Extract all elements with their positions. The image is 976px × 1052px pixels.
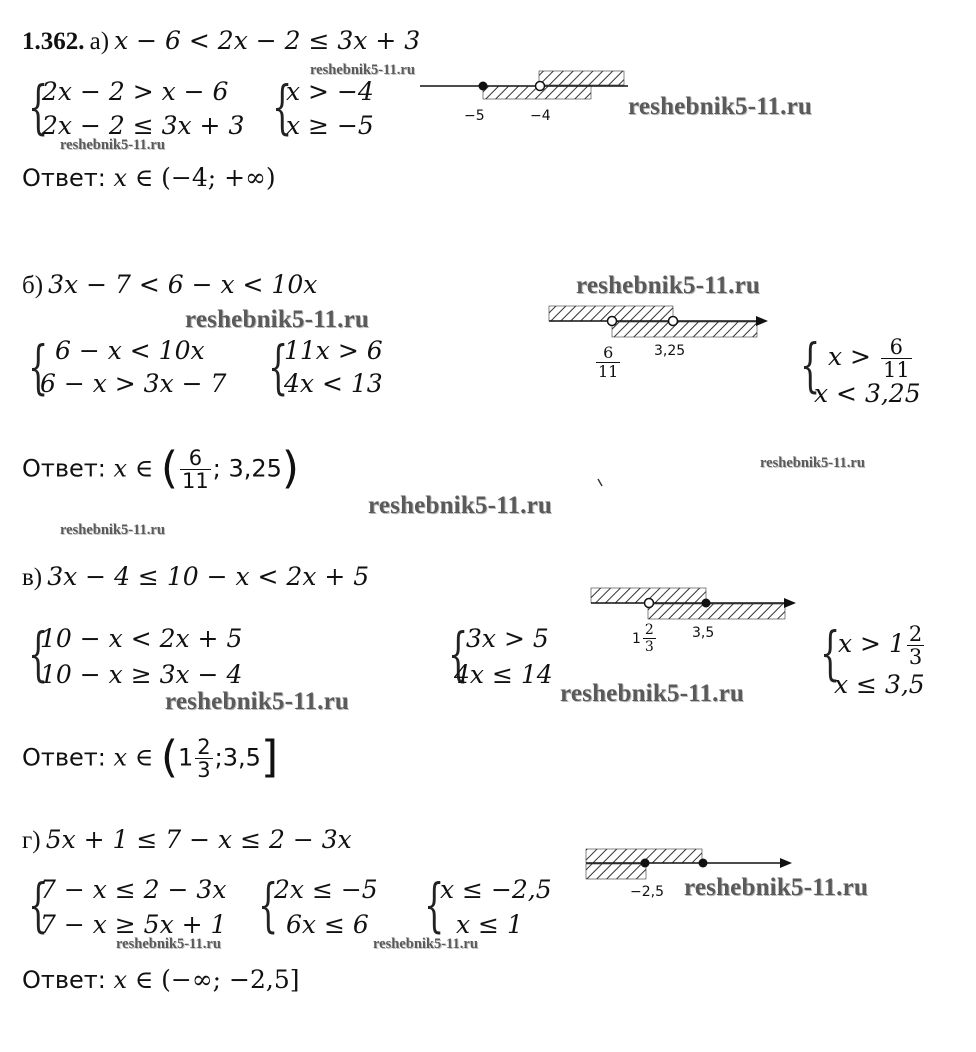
- answer-label: Ответ:: [22, 743, 106, 772]
- watermark: reshebnik5-11.ru: [165, 688, 350, 715]
- answer-b: Ответ: x ∈ ( $\frac{6}{11}$ ; 3,25): [22, 442, 300, 494]
- system-a2-line2: x ≥ −5: [286, 111, 374, 140]
- system-v2-line1: 3x > 5: [466, 624, 549, 653]
- problem-g-heading: [22, 825, 352, 855]
- number-line-a: [420, 71, 628, 99]
- system-g2-line1: 2x ≤ −5: [274, 875, 378, 904]
- watermark: reshebnik5-11.ru: [116, 936, 221, 952]
- inequality-g: 5x + 1 ≤ 7 − x ≤ 2 − 3x: [45, 825, 352, 854]
- axis-arrow-v: [784, 598, 796, 608]
- answer-g: [22, 965, 300, 995]
- watermark: reshebnik5-11.ru: [684, 874, 869, 901]
- system-g2-line2: 6x ≤ 6: [286, 910, 369, 939]
- brace-icon: {: [28, 333, 49, 401]
- answer-var: x: [113, 743, 128, 772]
- point-6-11: [608, 317, 617, 326]
- brace-icon: {: [28, 73, 49, 141]
- watermark: reshebnik5-11.ru: [373, 936, 478, 952]
- answer-v: Ответ: x ∈ (1 $\frac{2}{3}$ ;3,5]: [22, 731, 279, 783]
- tick-label-minus2-5: −2,5: [630, 884, 664, 900]
- brace-icon: {: [448, 620, 469, 688]
- watermark: reshebnik5-11.ru: [60, 137, 165, 153]
- problem-number: 1.362.: [22, 28, 85, 55]
- number-line-v: [591, 588, 796, 619]
- problem-b-heading: [22, 270, 317, 300]
- system-b2-line2: 4x < 13: [284, 369, 383, 398]
- tick-label-3-25: 3,25: [654, 343, 686, 359]
- system-v3-line2: x ≤ 3,5: [834, 670, 925, 699]
- system-v1-line2: 10 − x ≥ 3x − 4: [40, 660, 243, 689]
- tick-label-3-5: 3,5: [692, 625, 715, 641]
- hatch-region-g2: [586, 864, 646, 879]
- answer-label: Ответ:: [22, 164, 106, 192]
- system-b2-line1: 11x > 6: [284, 336, 383, 365]
- inequality-b: 3x − 7 < 6 − x < 10x: [48, 270, 318, 299]
- part-label-v: в): [22, 564, 43, 591]
- point-minus4: [536, 82, 545, 91]
- fraction: $\frac{6}{11}$: [598, 343, 619, 381]
- number-line-b: [549, 306, 768, 337]
- fraction: $\frac{6}{11}$: [882, 335, 910, 382]
- problem-v-heading: [22, 562, 369, 592]
- system-g3-line2: x ≤ 1: [456, 910, 523, 939]
- brace-icon: {: [800, 331, 821, 399]
- point-minus2-5: [641, 859, 650, 868]
- system-g1-line2: 7 − x ≥ 5x + 1: [40, 910, 227, 939]
- tick-label-minus4: −4: [530, 108, 551, 124]
- fraction: $\frac{2}{3}$: [197, 735, 211, 782]
- system-b1-line1: 6 − x < 10x: [55, 336, 205, 365]
- answer-label: Ответ:: [22, 454, 106, 483]
- brace-icon: {: [272, 73, 293, 141]
- brace-icon: {: [424, 871, 445, 939]
- system-v1-line1: 10 − x < 2x + 5: [40, 624, 243, 653]
- system-b1-line2: 6 − x > 3x − 7: [40, 369, 227, 398]
- answer-set: ∈ (−∞; −2,5]: [134, 965, 300, 994]
- watermark: reshebnik5-11.ru: [576, 272, 761, 299]
- part-label-b: б): [22, 272, 44, 299]
- watermark: reshebnik5-11.ru: [628, 93, 813, 120]
- point-3-25: [669, 317, 678, 326]
- system-b3-line2: x < 3,25: [814, 379, 921, 408]
- stray-mark: [598, 479, 602, 486]
- problem-a-heading: [22, 26, 420, 56]
- watermark: reshebnik5-11.ru: [185, 306, 370, 333]
- brace-icon: {: [28, 871, 49, 939]
- system-g3-line1: x ≤ −2,5: [440, 875, 552, 904]
- point-1-2-3: [645, 599, 654, 608]
- answer-set: ∈ (−4; +∞): [134, 163, 276, 192]
- system-v2-line2: 4x ≤ 14: [454, 660, 553, 689]
- watermark: reshebnik5-11.ru: [760, 455, 865, 471]
- hatch-region-b2: [612, 322, 757, 337]
- system-a1-line2: 2x − 2 ≤ 3x + 3: [42, 111, 245, 140]
- hatch-region-a2: [539, 71, 624, 85]
- answer-var: x: [113, 164, 128, 192]
- fraction: $\frac{2}{3}$: [644, 622, 654, 655]
- brace-icon: {: [258, 871, 279, 939]
- brace-icon: {: [268, 333, 289, 401]
- point-3-5: [702, 599, 711, 608]
- answer-a: [22, 163, 276, 193]
- watermark: reshebnik5-11.ru: [368, 492, 553, 519]
- watermark: reshebnik5-11.ru: [560, 680, 745, 707]
- system-a1-line1: 2x − 2 > x − 6: [42, 77, 229, 106]
- hatch-region-v2: [648, 604, 785, 619]
- system-a2-line1: x > −4: [286, 77, 374, 106]
- part-label-a: а): [89, 28, 110, 55]
- fraction: $\frac{6}{11}$: [182, 446, 209, 493]
- tick-label-minus5: −5: [464, 108, 485, 124]
- watermark: reshebnik5-11.ru: [310, 62, 415, 78]
- point-1: [699, 859, 708, 868]
- inequality-v: 3x − 4 ≤ 10 − x < 2x + 5: [47, 562, 370, 591]
- brace-icon: {: [820, 619, 841, 687]
- answer-var: x: [113, 966, 128, 994]
- axis-arrow-b: [756, 316, 768, 326]
- inequality-a: x − 6 < 2x − 2 ≤ 3x + 3: [114, 26, 421, 55]
- tick-label-1-2-3: 1 $\frac{2}{3}$: [632, 622, 654, 655]
- answer-label: Ответ:: [22, 966, 106, 994]
- part-label-g: г): [22, 827, 41, 854]
- system-b3-line1: x > $\frac{6}{11}$: [828, 335, 910, 382]
- brace-icon: {: [28, 620, 49, 688]
- watermark: reshebnik5-11.ru: [60, 522, 165, 538]
- fraction: $\frac{2}{3}$: [908, 622, 923, 669]
- answer-var: x: [113, 454, 128, 483]
- system-g1-line1: 7 − x ≤ 2 − 3x: [40, 875, 227, 904]
- point-minus5: [479, 82, 488, 91]
- tick-label-6-11: [594, 344, 622, 381]
- system-v3-line1: x > 1 $\frac{2}{3}$: [838, 622, 923, 669]
- axis-arrow-g: [780, 858, 792, 868]
